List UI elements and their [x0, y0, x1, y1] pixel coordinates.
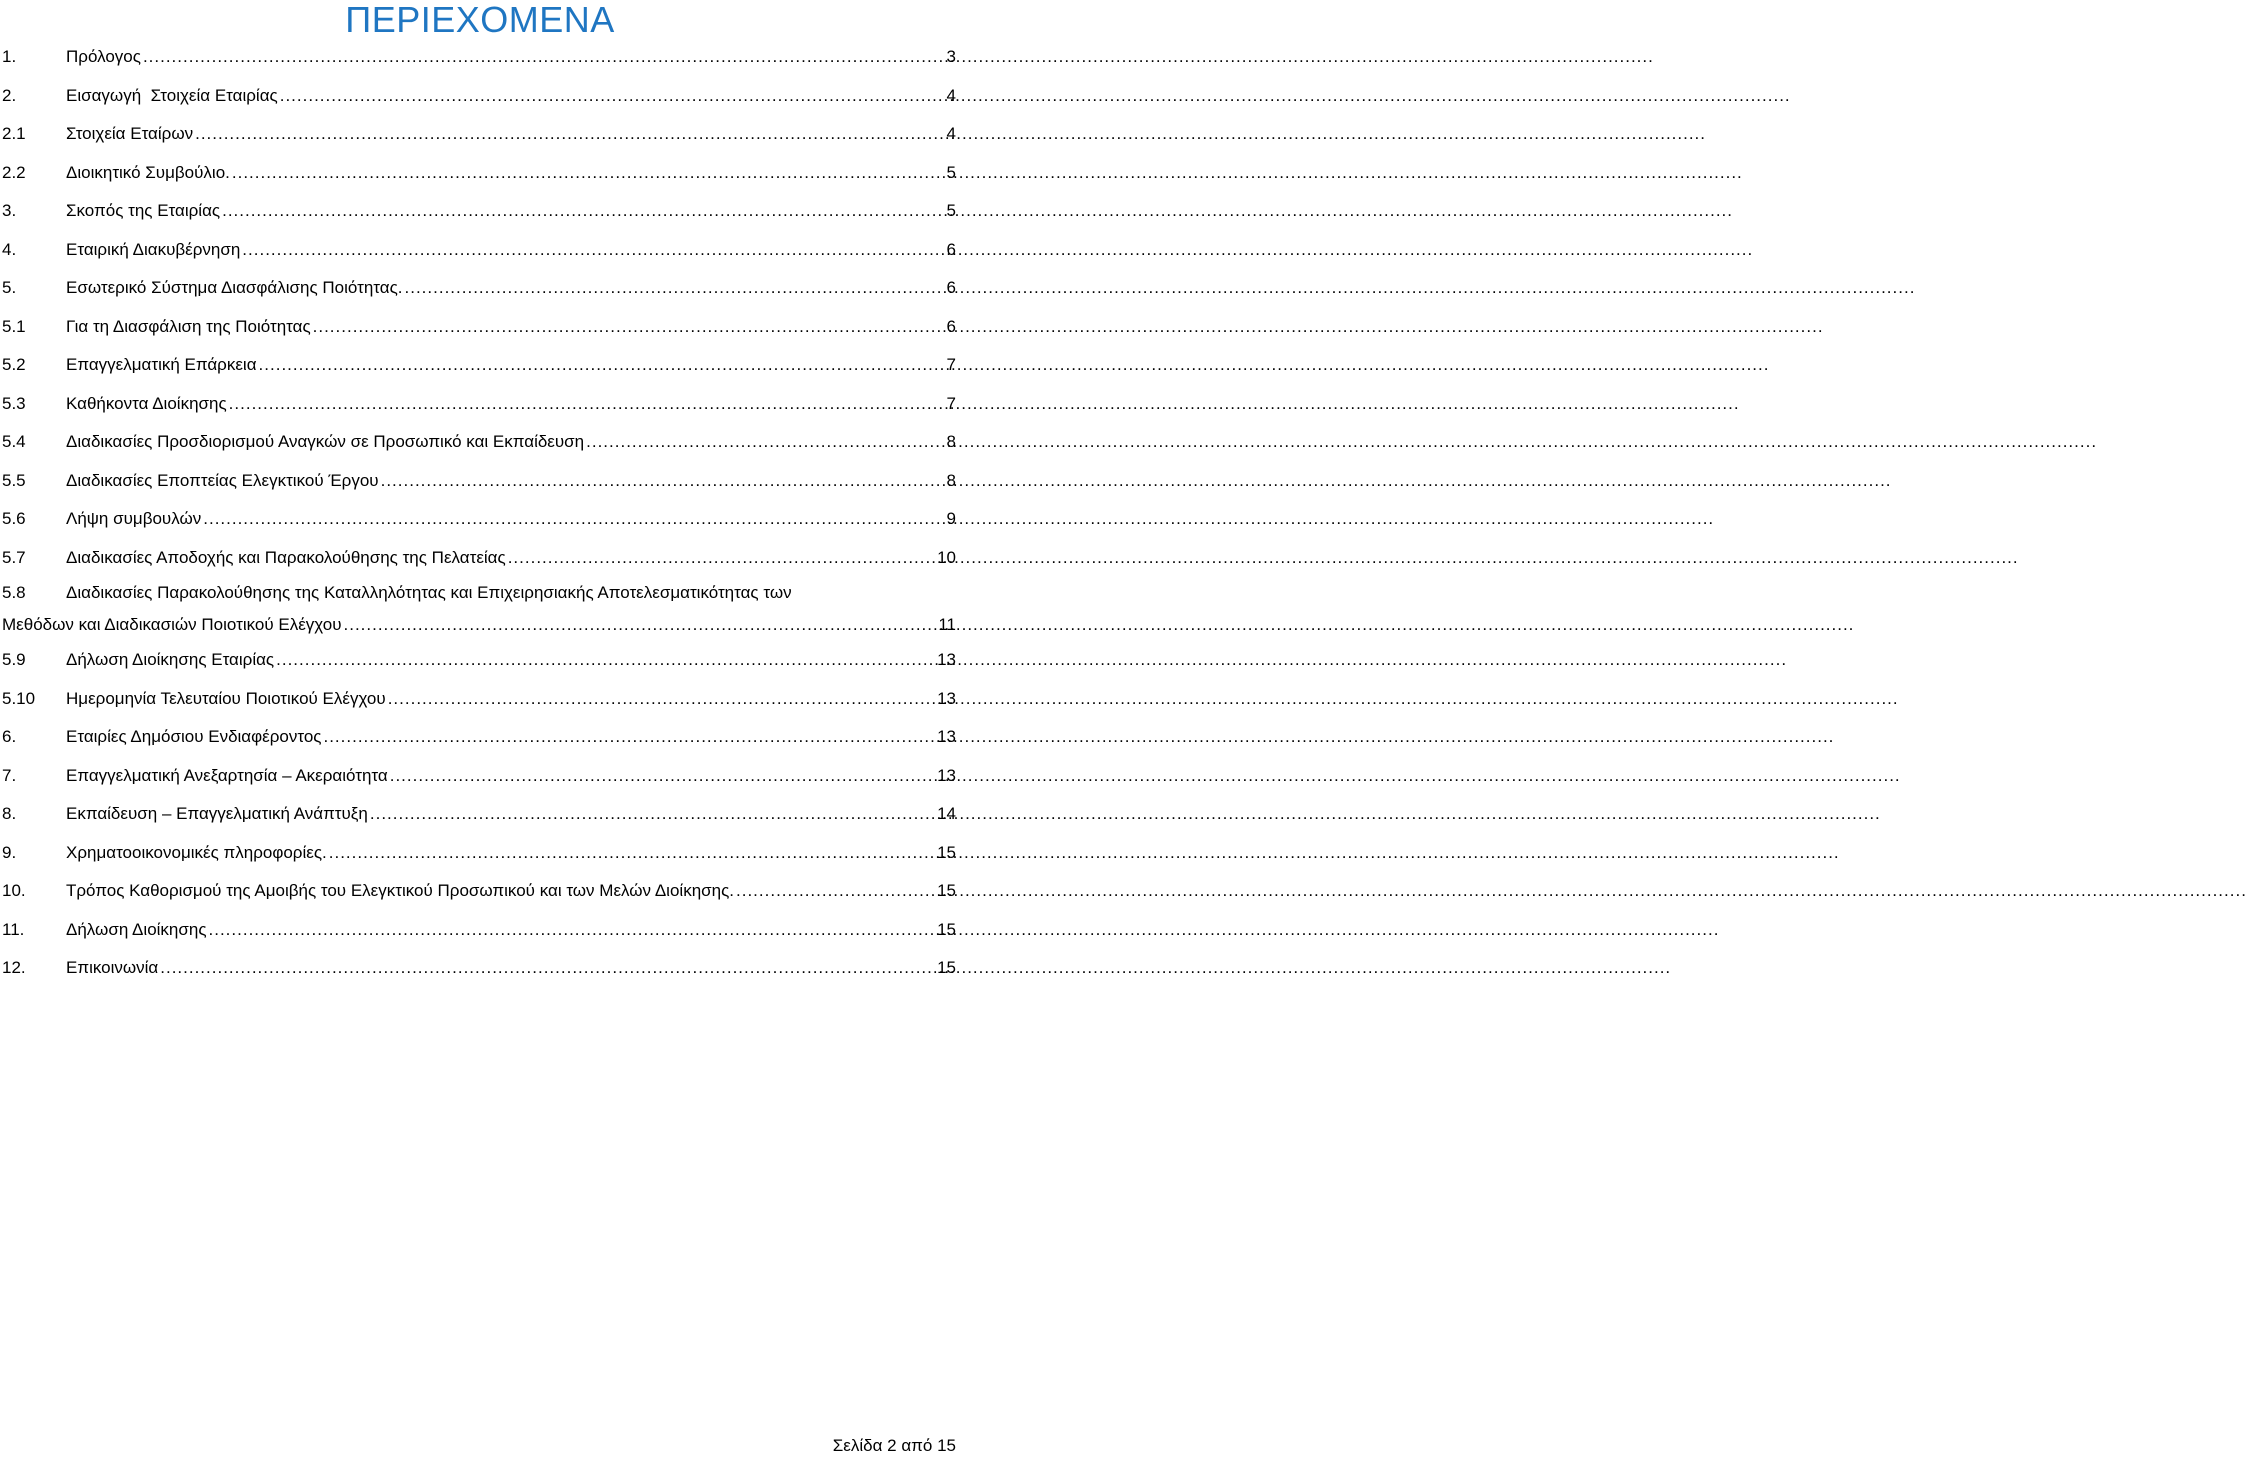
dot-leader [143, 38, 945, 77]
toc-entry[interactable] [2, 231, 958, 270]
toc-entry-title: Για τη Διασφάλιση της Ποιότητας [66, 316, 311, 336]
toc-entry[interactable] [2, 757, 958, 796]
toc-entry-page: 9 [946, 509, 956, 528]
toc-entry-title: Εταιρίες Δημόσιου Ενδιαφέροντος [66, 727, 322, 746]
page-number-footer: Σελίδα 2 από 15 [832, 1436, 956, 1455]
dot-leader [388, 680, 935, 719]
toc-entry[interactable] [2, 641, 958, 680]
toc-entry-number: 1. [2, 47, 17, 66]
toc-entry-page: 13 [937, 765, 956, 785]
toc-entry[interactable] [2, 115, 958, 154]
toc-entry-page: 5 [946, 201, 956, 220]
toc-entry-number: 12. [2, 958, 26, 977]
toc-entry-number: 5.5 [2, 470, 26, 490]
toc-entry[interactable] [2, 38, 958, 77]
dot-leader [242, 231, 944, 270]
toc-entry-title: Λήψη συμβουλών [66, 509, 202, 528]
toc-entry-number: 5.1 [2, 316, 26, 336]
dot-leader [405, 269, 945, 308]
toc-entry-number: 2.2 [2, 162, 26, 182]
dot-leader [209, 911, 936, 950]
toc-entry-number: 5.9 [2, 650, 26, 669]
toc-entry-number: 5. [2, 278, 17, 297]
dot-leader [323, 718, 935, 757]
dot-leader [280, 77, 945, 116]
toc-entry-page: 15 [937, 958, 956, 977]
dot-leader [344, 609, 937, 641]
toc-entry-title: Τρόπος Καθορισμού της Αμοιβής του Ελεγκτικού Προσωπικού και των Μελών Διοίκησης. [66, 881, 735, 900]
toc-entry-title: Δήλωση Διοίκησης [66, 919, 207, 939]
toc-entry[interactable] [2, 423, 958, 462]
toc-entry[interactable] [2, 308, 958, 347]
dot-leader [195, 115, 944, 154]
toc-entry[interactable] [2, 346, 958, 385]
toc-entry-number: 5.7 [2, 547, 26, 567]
toc-entry-page: 7 [946, 355, 956, 374]
toc-entry-number: 10. [2, 881, 26, 900]
toc-entry-title: Επικοινωνία [66, 958, 159, 977]
toc-entry-title-line1: Διαδικασίες Παρακολούθησης της Καταλληλότητας και Επιχειρησιακής Αποτελεσματικότητας των [66, 583, 792, 602]
toc-entry-page: 11 [938, 615, 956, 634]
toc-entry-page: 7 [946, 393, 956, 413]
toc-entry[interactable] [2, 192, 958, 231]
toc-entry-page: 15 [937, 919, 956, 939]
toc-entry-title: Δήλωση Διοίκησης Εταιρίας [66, 650, 275, 669]
toc-entry-number: 3. [2, 201, 17, 220]
toc-entry-page: 15 [937, 881, 956, 900]
toc-entry-number: 8. [2, 804, 17, 823]
toc-entry[interactable] [2, 872, 958, 911]
toc-entry-page: 4 [946, 124, 956, 143]
dot-leader [313, 308, 945, 347]
toc-entry-page: 5 [946, 162, 956, 182]
toc-entry-number: 7. [2, 765, 17, 785]
dot-leader [390, 757, 935, 796]
toc-entry-title: Στοιχεία Εταίρων [66, 124, 194, 143]
dot-leader [508, 539, 935, 578]
toc-entry[interactable] [2, 539, 958, 578]
toc-entry-number: 6. [2, 727, 17, 746]
toc-entry-page: 6 [946, 316, 956, 336]
dot-leader [736, 872, 935, 911]
toc-entry-title: Ημερομηνία Τελευταίου Ποιοτικού Ελέγχου [66, 688, 386, 708]
page-title: ΠΕΡΙΕΧΟΜΕΝΑ [345, 0, 615, 40]
toc-entry-title: Εταιρική Διακυβέρνηση [66, 239, 241, 259]
toc-entry-page: 4 [946, 85, 956, 105]
toc-entry[interactable] [2, 577, 958, 641]
toc-entry-title: Καθήκοντα Διοίκησης [66, 393, 227, 413]
toc-entry-title: Διαδικασίες Προσδιορισμού Αναγκών σε Προσωπικό και Εκπαίδευση [66, 432, 585, 451]
toc-entry[interactable] [2, 462, 958, 501]
toc-entry-title-line2: Μεθόδων και Διαδικασιών Ποιοτικού Ελέγχου [2, 615, 342, 634]
toc-entry-number: 5.4 [2, 432, 26, 451]
toc-entry-number: 2.1 [2, 124, 26, 143]
dot-leader [276, 641, 935, 680]
toc-entry-number: 5.3 [2, 393, 26, 413]
toc-entry[interactable] [2, 500, 958, 539]
table-of-contents [2, 38, 958, 988]
toc-entry[interactable] [2, 834, 958, 873]
toc-entry-page: 6 [946, 239, 956, 259]
toc-entry-page: 13 [937, 650, 956, 669]
dot-leader [232, 154, 945, 193]
toc-entry-page: 6 [946, 278, 956, 297]
toc-entry-page: 15 [937, 842, 956, 862]
toc-entry-title: Διοικητικό Συμβούλιο. [66, 162, 230, 182]
toc-entry-page: 10 [937, 547, 956, 567]
toc-entry-number: 9. [2, 842, 17, 862]
toc-entry[interactable] [2, 911, 958, 950]
dot-leader [203, 500, 944, 539]
toc-entry-page: 8 [946, 470, 956, 490]
toc-entry-title: Διαδικασίες Αποδοχής και Παρακολούθησης της Πελατείας [66, 547, 506, 567]
dot-leader [370, 795, 935, 834]
toc-entry-number: 5.2 [2, 355, 26, 374]
toc-entry-number: 5.10 [2, 688, 36, 708]
toc-entry-title: Χρηματοοικονομικές πληροφορίες. [66, 842, 327, 862]
toc-entry-title: Σκοπός της Εταιρίας [66, 201, 221, 220]
dot-leader [160, 949, 935, 988]
toc-entry-number: 5.8 [2, 583, 26, 602]
toc-entry[interactable] [2, 77, 958, 116]
toc-entry[interactable] [2, 718, 958, 757]
toc-entry-page: 3 [946, 47, 956, 66]
toc-entry[interactable] [2, 385, 958, 424]
toc-entry[interactable] [2, 949, 958, 988]
toc-entry-title: Εισαγωγή Στοιχεία Εταιρίας [66, 85, 278, 105]
toc-entry-page: 8 [946, 432, 956, 451]
toc-entry-page: 13 [937, 688, 956, 708]
toc-entry-title: Διαδικασίες Εποπτείας Ελεγκτικού Έργου [66, 470, 379, 490]
toc-entry-number: 11. [2, 919, 25, 939]
toc-entry[interactable] [2, 269, 958, 308]
toc-entry-title: Επαγγελματική Ανεξαρτησία – Ακεραιότητα [66, 765, 388, 785]
toc-entry-title: Επαγγελματική Επάρκεια [66, 355, 257, 374]
toc-entry-page: 14 [937, 804, 956, 823]
toc-entry-title: Πρόλογος [66, 47, 141, 66]
dot-leader [222, 192, 944, 231]
toc-entry-page: 13 [937, 727, 956, 746]
toc-entry-title: Εκπαίδευση – Επαγγελματική Ανάπτυξη [66, 804, 368, 823]
dot-leader [329, 834, 935, 873]
dot-leader [229, 385, 945, 424]
toc-entry[interactable] [2, 154, 958, 193]
dot-leader [586, 423, 944, 462]
toc-entry-number: 5.6 [2, 509, 26, 528]
toc-entry-number: 2. [2, 85, 17, 105]
toc-entry[interactable] [2, 795, 958, 834]
toc-entry-number: 4. [2, 239, 17, 259]
dot-leader [381, 462, 945, 501]
toc-entry[interactable] [2, 680, 958, 719]
toc-entry-title: Εσωτερικό Σύστημα Διασφάλισης Ποιότητας. [66, 278, 403, 297]
dot-leader [259, 346, 945, 385]
